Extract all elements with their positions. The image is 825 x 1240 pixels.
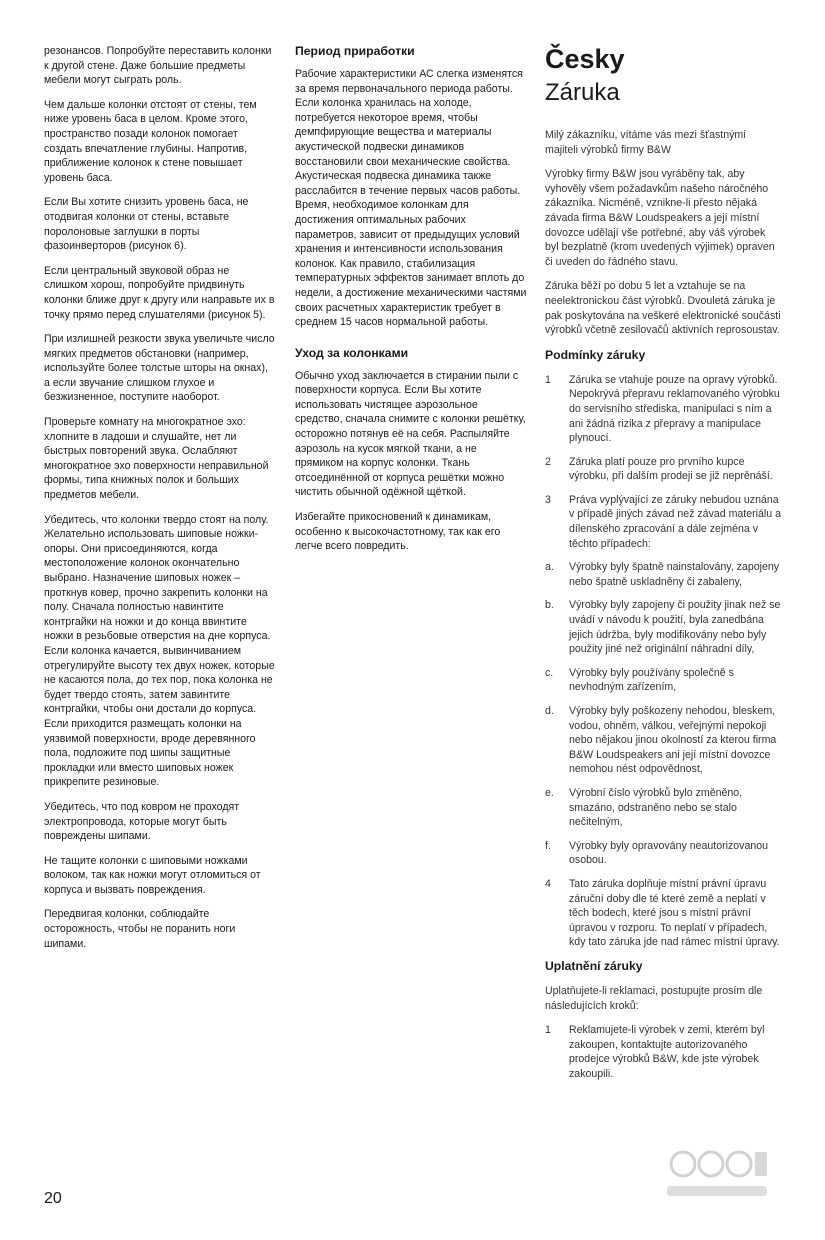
list-item <box>545 666 781 695</box>
paragraph: Uplatňujete-li reklamaci, postupujte prosím dle následujících kroků: <box>545 984 763 1012</box>
list-text: Záruka se vtahuje pouze na opravy výrobků. Nepokrývá přepravu reklamovaného výrobku do servisního střediska, manipulaci s ním a ani žádná rizika z přepravy a manipulace plynoucí. <box>569 373 780 445</box>
claims-list <box>545 1023 781 1081</box>
list-number: d. <box>545 705 554 717</box>
list-item <box>545 493 781 551</box>
watermark-logo-icon <box>663 1142 773 1204</box>
list-text: Výrobky byly poškozeny nehodou, bleskem, vodou, ohněm, válkou, veřejnými nepokoji nebo nějakou jinou okolností za kterou firma B&W Loudspeakers ani její místní dovozce nemohou nést odpovědnost, <box>569 705 777 776</box>
list-number: 2 <box>545 455 551 468</box>
list-number: e. <box>545 786 554 799</box>
language-title: Česky <box>545 44 625 74</box>
list-item <box>545 877 781 950</box>
list-number: f. <box>545 839 551 852</box>
section-heading-conditions: Podmínky záruky <box>545 347 646 362</box>
list-text: Výrobky byly opravovány neautorizovanou osobou. <box>569 839 769 867</box>
list-item <box>545 373 781 446</box>
list-number: a. <box>545 561 554 574</box>
list-item <box>545 455 781 484</box>
paragraph: Проверьте комнату на многократное эхо: хлопните в ладоши и слушайте, нет ли быстрых повторений звука. Ослабляют многократное эхо поверхности неправильной формы, типа книжных полок и больших предметов мебели. <box>44 416 269 502</box>
paragraph: Milý zákazníku, vítáme vás mezi šťastnými majiteli výrobků firmy B&W <box>545 129 746 156</box>
section-heading-break-in: Период приработки <box>295 44 415 58</box>
column-czech-warranty <box>545 44 781 1090</box>
list-number: 4 <box>545 877 551 890</box>
list-text: Výrobky byly špatně nainstalovány, zapojeny nebo špatně uskladněny či zabaleny, <box>569 561 780 588</box>
paragraph: Обычно уход заключается в стирании пыли с поверхности корпуса. Если Вы хотите использовать чистящее аэрозольное средство, сначала снимите с колонки решётку, осторожно потянув её на себя. Распыляйте аэрозоль на кусок мягкой ткани, а не прямиком на корпус колонки. Ткань отсоединённой от корпуса решётки можно чистить обычной одёжной щёткой. <box>295 369 526 499</box>
paragraph: Záruka běží po dobu 5 let a vztahuje se na neelektronickou část výrobků. Dvouletá záruka je pak poskytována na veškeré elektronické součásti výrobků včetně zesilovačů aktivních reprosoustav. <box>545 280 781 337</box>
conditions-list <box>545 373 781 950</box>
paragraph: При излишней резкости звука увеличьте число мягких предметов обстановки (например, используйте более толстые шторы на окнах), а если звучание слишком глухое и безжизненное, поступите наоборот. <box>44 333 275 404</box>
section-heading-claims: Uplatnění záruky <box>545 958 643 973</box>
list-number: c. <box>545 666 554 679</box>
paragraph: Если Вы хотите снизить уровень баса, не отодвигая колонки от стены, вставьте поролоновые заглушки в порты фазоинверторов (рисунок 6). <box>44 196 249 253</box>
list-text: Tato záruka doplňuje místní právní úpravu záruční doby dle té které země a neplatí v těch bodech, které jsou s místní právní úpravou v rozporu. To neplatí v případech, kdy tato záruka jde nad rámec místní úpravy. <box>569 877 780 949</box>
list-text: Reklamujete-li výrobek v zemi, kterém byl zakoupen, kontaktujte autorizovaného prodejce výrobků B&W, kde jste výrobek zakoupili. <box>569 1024 765 1080</box>
list-item <box>545 1023 781 1081</box>
list-item <box>545 560 781 589</box>
column-russian-care <box>295 44 527 564</box>
list-text: Výrobní číslo výrobků bylo změněno, smazáno, odstraněno nebo se stalo nečitelným, <box>569 786 743 829</box>
paragraph: Передвигая колонки, соблюдайте осторожность, чтобы не поранить ноги шипами. <box>44 908 236 950</box>
list-text: Práva vyplývající ze záruky nebudou uznána v případě jiných závad než závad materiálu a dílenského zpracování a dále zejména v těchto případech: <box>569 493 781 550</box>
paragraph: Если центральный звуковой образ не слишком хорош, попробуйте придвинуть колонки ближе друг к другу или направьте их в точку прямо перед слушателями (рисунок 5). <box>44 264 275 321</box>
paragraph: Не тащите колонки с шиповыми ножками волоком, так как ножки могут отломиться от корпуса и вызвать повреждения. <box>44 854 261 896</box>
paragraph: Чем дальше колонки отстоят от стены, тем ниже уровень баса в целом. Кроме этого, пространство позади колонок помогает создать впечатление глубины. Напротив, приближение колонок к стене повышает уровень баса. <box>44 98 257 184</box>
list-number: 1 <box>545 1024 551 1037</box>
list-text: Výrobky byly zapojeny či použity jinak než se uvádí v návodu k použití, byla zanedbána jejich údržba, byly modifikovány nebo byly použity jiné než originální náhradní díly, <box>569 599 781 656</box>
paragraph: резонансов. Попробуйте переставить колонки к другой стене. Даже большие предметы мебели могут сыграть роль. <box>44 45 272 87</box>
column-russian-placement <box>44 44 276 961</box>
page-title: Záruka <box>545 79 620 106</box>
list-item <box>545 704 781 777</box>
section-heading-care: Уход за колонками <box>295 345 409 360</box>
list-item <box>545 839 781 868</box>
paragraph: Убедитесь, что колонки твердо стоят на полу. Желательно использовать шиповые ножки-опоры. Они присоединяются, когда местоположение колонок окончательно выбрано. Назначение шиповых ножек – проткнув ковер, прочно закрепить колонки на полу. Сначала полностью навинтите контргайки на ножки и до конца ввинтите ножки в резьбовые отверстия на дне корпуса. Если колонка качается, вывинчиванием отрегулируйте высоту тех двух ножек, которые не касаются пола, до тех пор, пока колонка не будет твердо стоять, затем завинтите контргайки, чтобы они достали до корпуса. Если приходится размещать колонки на уязвимой поверхности, вроде деревянного пола, подложите под шипы защитные прокладки или вместо шиповых ножек прикрепите резиновые. <box>44 513 275 789</box>
list-text: Výrobky byly používány společně s nevhodným zařízením, <box>569 666 734 694</box>
paragraph: Рабочие характеристики АС слегка изменятся за время первоначального периода работы. Если колонка хранилась на холоде, потребуется некоторое время, чтобы демпфирующие вещества и материалы акустической подвески динамиков восстановили свои механические свойства. Акустическая подвеска динамика также расслабится в течение первых часов работы. Время, необходимое колонкам для достижения оптимальных рабочих параметров, зависит от предыдущих условий хранения и интенсивности использования колонок. Как правило, стабилизация температурных эффектов занимает вплоть до недели, а достижение механическими частями своих расчетных характеристик требует в среднем 15 часов нормальной работы. <box>295 68 527 329</box>
list-item <box>545 598 781 656</box>
list-number: 1 <box>545 373 551 386</box>
paragraph: Избегайте прикосновений к динамикам, особенно к высокочастотному, так как его легче всего повредить. <box>295 511 501 553</box>
list-item <box>545 786 781 830</box>
list-number: 3 <box>545 493 551 506</box>
list-number: b. <box>545 599 554 612</box>
page-number: 20 <box>44 1190 62 1207</box>
paragraph: Výrobky firmy B&W jsou vyráběny tak, aby vyhověly všem požadavkům našeho náročného zákazníka. Nicméně, vznikne-li přesto nějaká závada firma B&W Loudspeakers a její místní dovozce udělají vše potřebné, aby váš výrobek byl bezplatně (krom uvedených výjimek) opraven či uveden do řádného stavu. <box>545 168 775 268</box>
paragraph: Убедитесь, что под ковром не проходят электропровода, которые могут быть повреждены шипами. <box>44 800 240 843</box>
list-text: Záruka platí pouze pro prvního kupce výrobku, při dalším prodeji se již neprěnáší. <box>569 455 773 483</box>
